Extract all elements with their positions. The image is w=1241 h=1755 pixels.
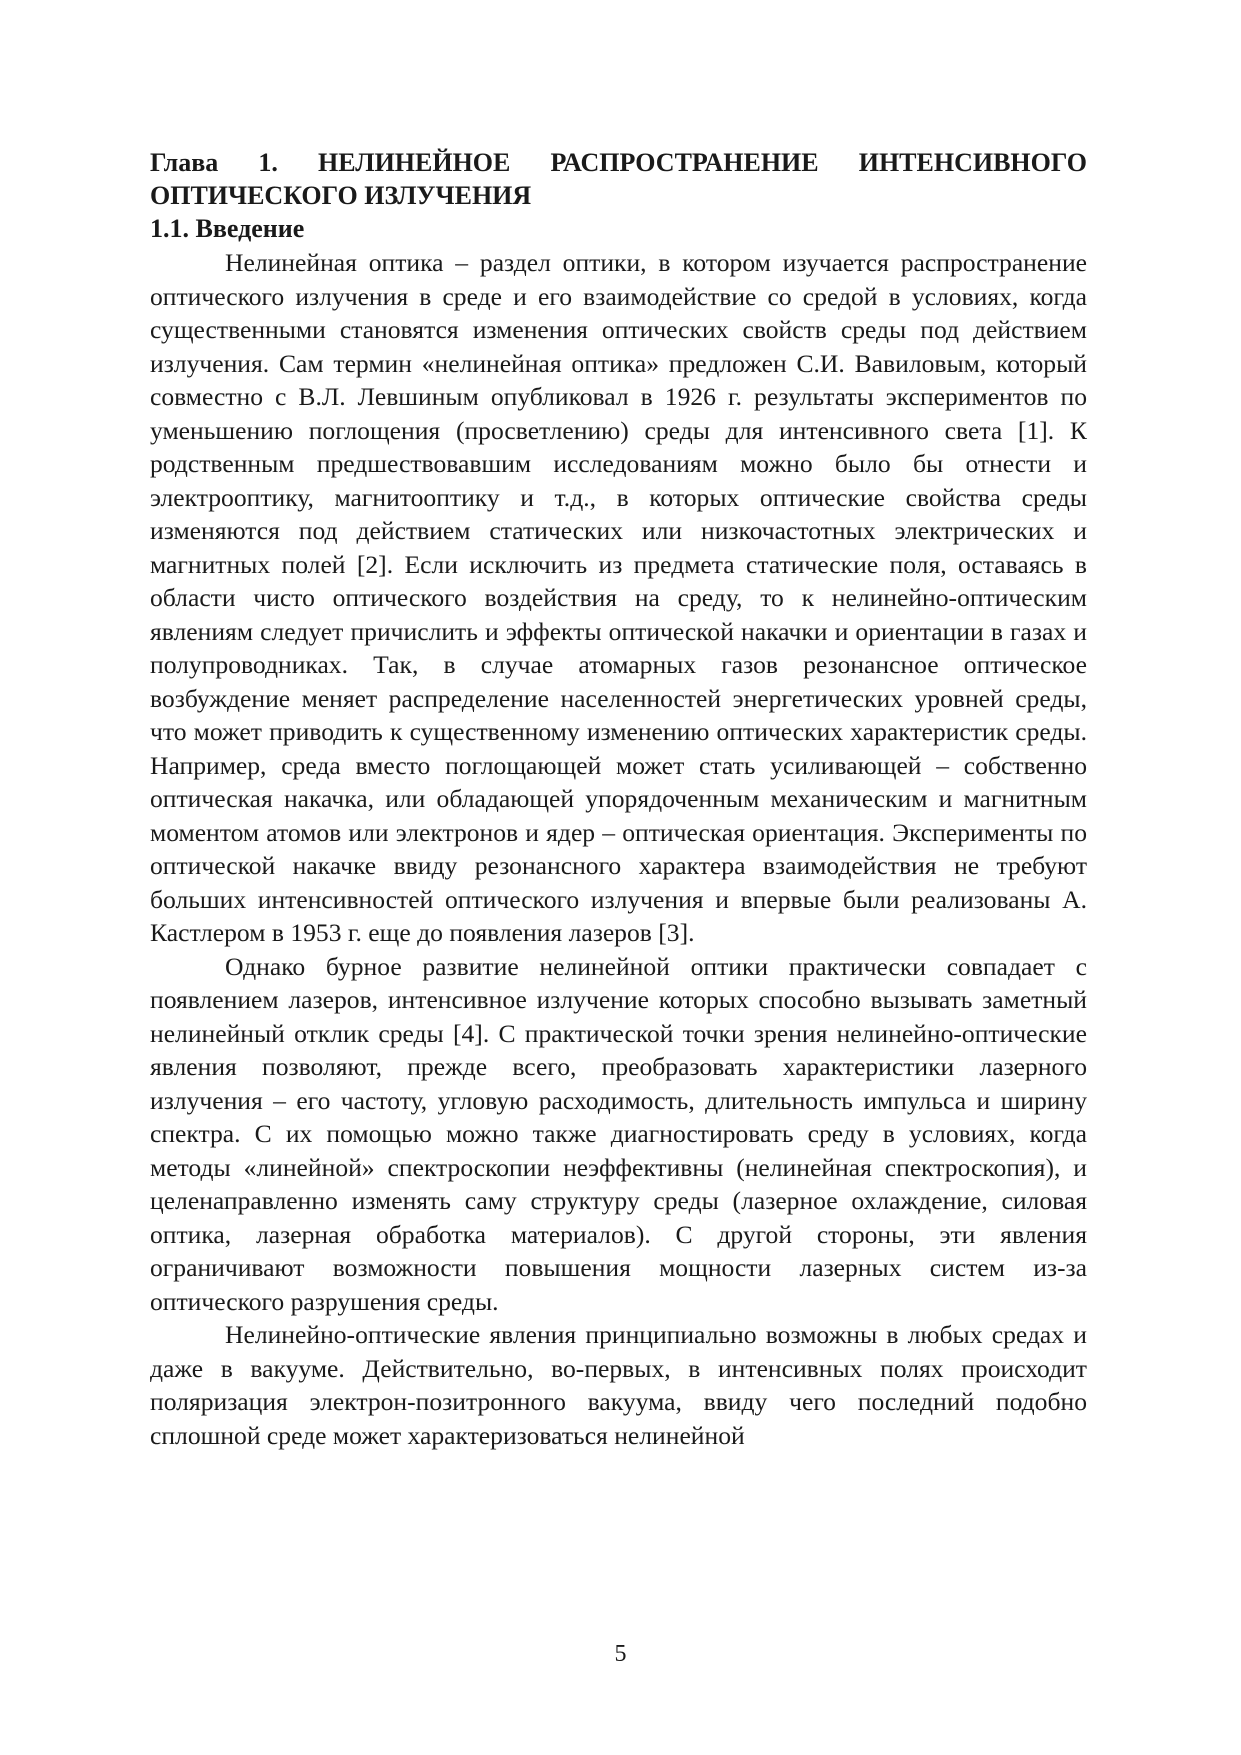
section-title: 1.1. Введение xyxy=(150,214,305,243)
page-number: 5 xyxy=(614,1641,627,1667)
paragraph: Нелинейно-оптические явления принципиально возможны в любых средах и даже в вакууме. Действительно, во-первых, в интенсивных полях происходит поляризация электрон-позитронного вакуума, ввиду чего последний подобно сплошной среде может характеризоваться нелинейной xyxy=(150,1320,1087,1450)
paragraph: Однако бурное развитие нелинейной оптики практически совпадает с появлением лазеров, интенсивное излучение которых способно вызывать заметный нелинейный отклик среды [4]. С практической точки зрения нелинейно-оптические явления позволяют, прежде всего, преобразовать характеристики лазерного излучения – его частоту, угловую расходимость, длительность импульса и ширину спектра. С их помощью можно также диагностировать среду в условиях, когда методы «линейной» спектроскопии неэффективны (нелинейная спектроскопия), и целенаправленно изменять саму структуру среды (лазерное охлаждение, силовая оптика, лазерная обработка материалов). С другой стороны, эти явления ограничивают возможности повышения мощности лазерных систем из-за оптического разрушения среды. xyxy=(150,951,1087,1316)
chapter-title-line-2: ОПТИЧЕСКОГО ИЗЛУЧЕНИЯ xyxy=(150,181,532,210)
chapter-title xyxy=(150,146,1087,212)
chapter-title-line-1: Глава 1. НЕЛИНЕЙНОЕ РАСПРОСТРАНЕНИЕ ИНТЕНСИВНОГО xyxy=(150,148,1087,177)
paragraph: Нелинейная оптика – раздел оптики, в котором изучается распространение оптического излучения в среде и его взаимодействие со средой в условиях, когда существенными становятся изменения оптических свойств среды под действием излучения. Сам термин «нелинейная оптика» предложен С.И. Вавиловым, который совместно с В.Л. Левшиным опубликовал в 1926 г. результаты экспериментов по уменьшению поглощения (просветлению) среды для интенсивного света [1]. К родственным предшествовавшим исследованиям можно было бы отнести и электрооптику, магнитооптику и т.д., в которых оптические свойства среды изменяются под действием статических или низкочастотных электрических и магнитных полей [2]. Если исключить из предмета статические поля, оставаясь в области чисто оптического воздействия на среду, то к нелинейно-оптическим явлениям следует причислить и эффекты оптической накачки и ориентации в газах и полупроводниках. Так, в случае атомарных газов резонансное оптическое возбуждение меняет распределение населенностей энергетических уровней среды, что может приводить к существенному изменению оптических характеристик среды. Например, среда вместо поглощающей может стать усиливающей – собственно оптическая накачка, или обладающей упорядоченным механическим и магнитным моментом атомов или электронов и ядер – оптическая ориентация. Эксперименты по оптической накачке ввиду резонансного характера взаимодействия не требуют больших интенсивностей оптического излучения и впервые были реализованы А. Кастлером в 1953 г. еще до появления лазеров [3]. xyxy=(150,248,1087,947)
page-content xyxy=(150,146,1087,1452)
